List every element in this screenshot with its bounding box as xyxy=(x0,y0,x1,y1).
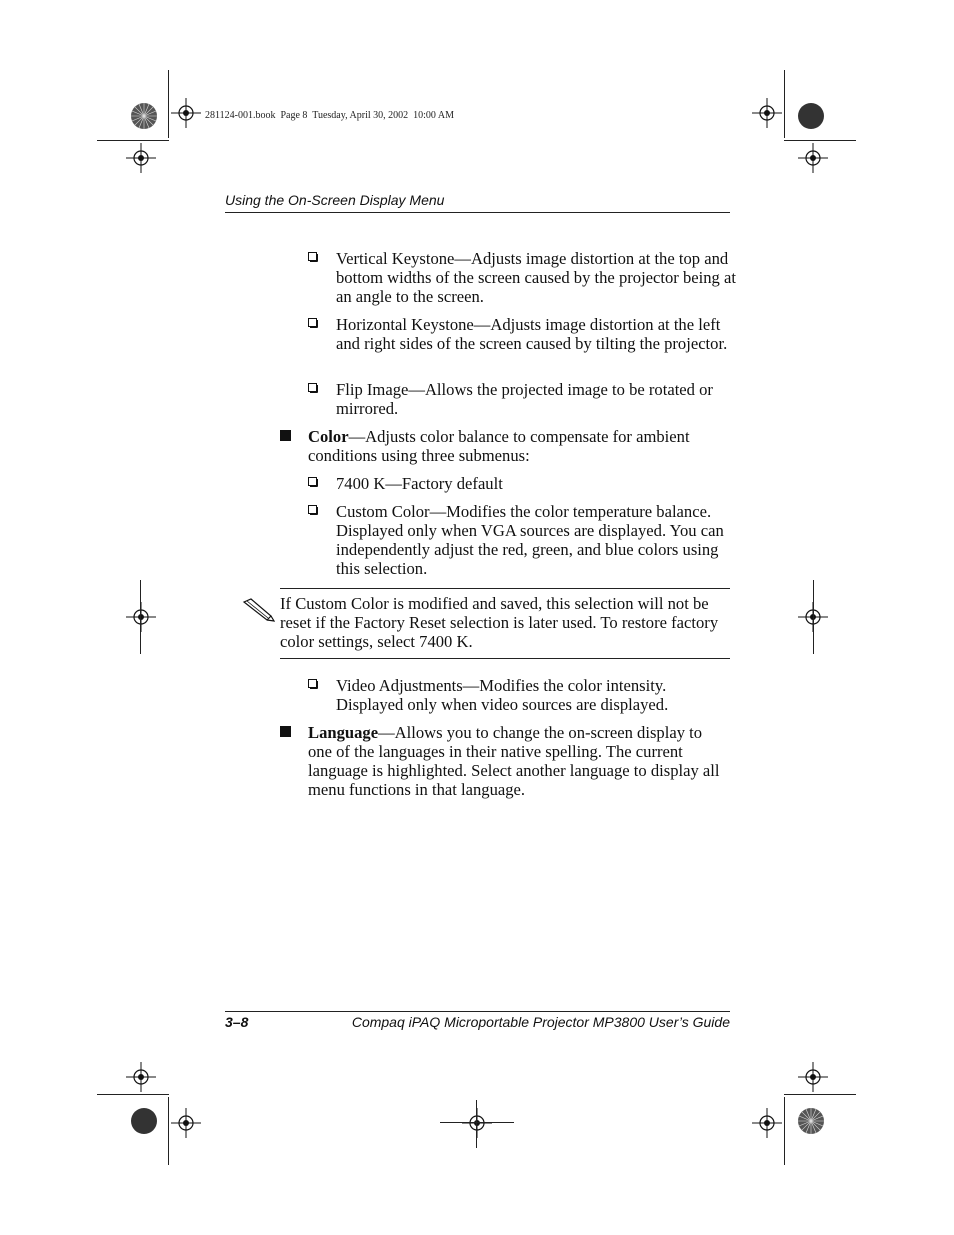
list-item-text: Flip Image—Allows the projected image to be rotated or mirrored. xyxy=(336,380,713,418)
term-description: —Allows you to change the on-screen display to one of the languages in their native spelling. The current language is highlighted. Select another language to display all menu functions in that language. xyxy=(308,723,720,799)
registration-mark-icon xyxy=(171,1108,201,1138)
crop-mark xyxy=(140,580,141,654)
checkbox-bullet-icon xyxy=(308,477,318,487)
starburst-mark-icon xyxy=(130,102,158,130)
book-title: Compaq iPAQ Microportable Projector MP3800 User’s Guide xyxy=(351,1014,730,1030)
registration-mark-icon xyxy=(171,98,201,128)
registration-mark-icon xyxy=(752,1108,782,1138)
registration-mark-icon xyxy=(126,143,156,173)
checkbox-bullet-icon xyxy=(308,505,318,515)
term-language: Language xyxy=(308,723,379,742)
registration-mark-icon xyxy=(798,143,828,173)
crop-mark xyxy=(784,1094,856,1095)
note-bottom-rule xyxy=(280,658,730,659)
starburst-mark-icon xyxy=(797,102,825,130)
registration-mark-icon xyxy=(798,1062,828,1092)
checkbox-bullet-icon xyxy=(308,679,318,689)
crop-mark xyxy=(784,1097,785,1165)
starburst-mark-icon xyxy=(130,1107,158,1135)
print-slug: 281124-001.book Page 8 Tuesday, April 30, 2002 10:00 AM xyxy=(205,110,454,121)
crop-mark xyxy=(476,1100,477,1148)
checkbox-bullet-icon xyxy=(308,318,318,328)
running-head: Using the On-Screen Display Menu xyxy=(225,192,445,208)
note-text: If Custom Color is modified and saved, this selection will not be reset if the Factory Reset selection is later used. To restore factory color settings, select 7400 K. xyxy=(280,594,719,651)
registration-mark-icon xyxy=(752,98,782,128)
crop-mark xyxy=(813,580,814,654)
registration-mark-icon xyxy=(126,1062,156,1092)
crop-mark xyxy=(440,1122,514,1123)
term-color: Color xyxy=(308,427,349,446)
list-item-text xyxy=(308,723,728,799)
checkbox-bullet-icon xyxy=(308,383,318,393)
header-rule xyxy=(225,212,730,213)
list-item-text: Horizontal Keystone—Adjusts image distortion at the left and right sides of the screen caused by tilting the projector. xyxy=(336,315,728,353)
footer-rule xyxy=(225,1011,730,1012)
note-top-rule xyxy=(280,588,730,589)
crop-mark xyxy=(784,140,856,141)
square-bullet-icon xyxy=(280,430,291,441)
crop-mark xyxy=(97,1094,169,1095)
list-item-text: 7400 K—Factory default xyxy=(336,474,503,493)
crop-mark xyxy=(97,140,169,141)
registration-mark-icon xyxy=(462,1108,492,1138)
crop-mark xyxy=(168,70,169,138)
checkbox-bullet-icon xyxy=(308,252,318,262)
list-item-text xyxy=(308,427,728,465)
registration-mark-icon xyxy=(126,602,156,632)
starburst-mark-icon xyxy=(797,1107,825,1135)
square-bullet-icon xyxy=(280,726,291,737)
term-description: —Adjusts color balance to compensate for ambient conditions using three submenus: xyxy=(308,427,690,465)
list-item-text: Video Adjustments—Modifies the color intensity. Displayed only when video sources are displayed. xyxy=(336,676,669,714)
crop-mark xyxy=(784,70,785,138)
list-item-text: Vertical Keystone—Adjusts image distortion at the top and bottom widths of the screen caused by the projector being at an angle to the screen. xyxy=(336,249,736,306)
page-number: 3–8 xyxy=(225,1014,249,1030)
list-item-text: Custom Color—Modifies the color temperature balance. Displayed only when VGA sources are displayed. You can independently adjust the red, green, and blue colors using this selection. xyxy=(336,502,724,578)
pencil-note-icon xyxy=(241,596,275,622)
crop-mark xyxy=(168,1097,169,1165)
